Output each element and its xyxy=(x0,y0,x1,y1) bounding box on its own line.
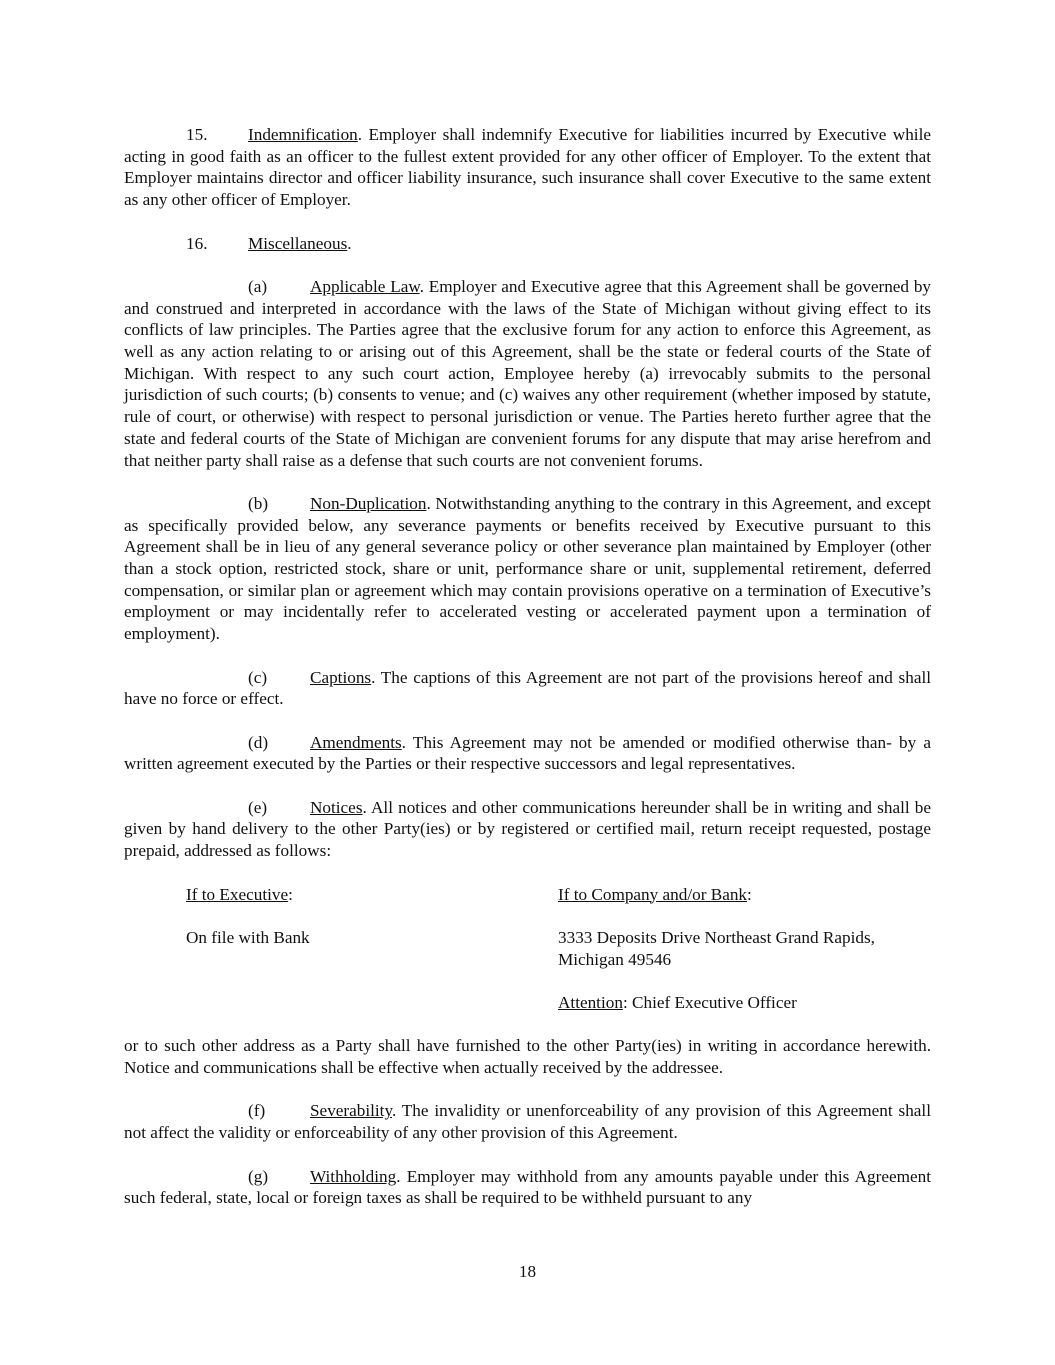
subsection-letter: (a) xyxy=(248,276,268,296)
company-heading-label: If to Company and/or Bank xyxy=(558,884,748,904)
section-heading: Indemnification xyxy=(248,125,358,144)
company-address-heading xyxy=(558,884,930,906)
subsection-text: . Employer may withhold from any amounts payable under this Agreement such federal, state, local or foreign taxes as shall be required to be withheld pursuant to any xyxy=(124,1166,931,1208)
subsection-text: . All notices and other communications hereunder shall be in writing and shall be given by hand delivery to the other Party(ies) or by registered or certified mail, return receipt requested, postage prepaid, addressed as follows: xyxy=(124,797,931,861)
subsection-text: . The invalidity or unenforceability of any provision of this Agreement shall not affect the validity or enforceability of any other provision of this Agreement. xyxy=(124,1101,931,1143)
subsection-letter: (f) xyxy=(248,1101,266,1121)
notice-addresses xyxy=(186,884,931,1014)
subsection-letter: (e) xyxy=(248,797,268,817)
notices-continuation: or to such other address as a Party shall have furnished to the other Party(ies) in writing in accordance herewith. Notice and communications shall be effective when actually received by the addressee. xyxy=(124,1036,931,1078)
section-16-miscellaneous xyxy=(124,233,931,255)
subsection-text: . Employer and Executive agree that this Agreement shall be governed by and construed and interpreted in accordance with the laws of the State of Michigan without giving effect to its conflicts of law principles. The Parties agree that the exclusive forum for any action to enforce this Agreement, as well as any action relating to or arising out of this Agreement, shall be the state or federal courts of the State of Michigan. With respect to any such court action, Employee hereby (a) irrevocably submits to the personal jurisdiction of such courts; (b) consents to venue; and (c) waives any other requirement (whether imposed by statute, rule of court, or otherwise) with respect to personal jurisdiction or venue. The Parties hereto further agree that the state and federal courts of the State of Michigan are convenient forums for any dispute that may arise herefrom and that neither party shall raise as a defense that such courts are not convenient forums. xyxy=(124,276,932,470)
attention-label: Attention xyxy=(558,992,623,1012)
subsection-d-amendments xyxy=(124,732,931,775)
document-body xyxy=(124,124,931,1231)
subsection-letter: (c) xyxy=(248,667,268,687)
subsection-b-non-duplication xyxy=(124,493,931,645)
company-address-value: 3333 Deposits Drive Northeast Grand Rapids, Michigan 49546 xyxy=(558,927,875,969)
subsection-heading: Amendments xyxy=(310,732,402,752)
subsection-letter: (d) xyxy=(248,732,269,752)
section-number: 16. xyxy=(186,233,208,253)
executive-heading-label: If to Executive xyxy=(186,884,289,904)
subsection-text: . Notwithstanding anything to the contrary in this Agreement, and except as specifically provided below, any severance payments or benefits received by Executive pursuant to this Agreement shall be in lieu of any general severance policy or other severance plan maintained by Employer (other than a stock option, restricted stock, share or unit, performance share or unit, supplemental retirement, deferred compensation, or similar plan or agreement which may contain provisions operative on a termination of Executive’s employment or may incidentally refer to accelerated vesting or accelerated payment upon a termination of employment). xyxy=(124,493,931,644)
subsection-c-captions xyxy=(124,667,931,710)
heading-colon: : xyxy=(747,884,752,904)
subsection-g-withholding xyxy=(124,1166,931,1209)
heading-colon: : xyxy=(288,884,293,904)
subsection-letter: (g) xyxy=(248,1166,269,1186)
subsection-heading: Notices xyxy=(310,797,363,817)
subsection-heading: Severability xyxy=(310,1101,392,1121)
subsection-heading: Withholding xyxy=(310,1166,397,1186)
subsection-a-applicable-law xyxy=(124,276,931,471)
section-text: . Employer shall indemnify Executive for liabilities incurred by Executive while acting in good faith as an officer to the fullest extent provided for any other officer of Employer. To the extent that Employer maintains director and officer liability insurance, such insurance shall cover Executive to the same extent as any other officer of Employer. xyxy=(124,125,931,210)
section-15-indemnification xyxy=(124,124,931,211)
company-attention-line xyxy=(558,992,930,1014)
subsection-heading: Captions xyxy=(310,667,372,687)
subsection-text: . The captions of this Agreement are not part of the provisions hereof and shall have no force or effect. xyxy=(124,667,931,709)
section-heading: Miscellaneous xyxy=(248,233,348,253)
subsection-f-severability xyxy=(124,1100,931,1143)
subsection-text: . This Agreement may not be amended or modified otherwise than- by a written agreement executed by the Parties or their respective successors and legal representatives. xyxy=(124,732,931,774)
attention-value: : Chief Executive Officer xyxy=(622,992,797,1012)
subsection-letter: (b) xyxy=(248,493,269,513)
subsection-heading: Applicable Law xyxy=(310,276,420,296)
executive-address-value: On file with Bank xyxy=(186,927,310,947)
section-number: 15. xyxy=(186,125,208,144)
page-number: 18 xyxy=(518,1262,537,1281)
subsection-heading: Non-Duplication xyxy=(310,493,427,513)
executive-address-heading xyxy=(186,884,558,906)
empty-cell xyxy=(186,992,558,1014)
subsection-e-notices xyxy=(124,797,931,862)
section-punctuation: . xyxy=(347,233,352,253)
